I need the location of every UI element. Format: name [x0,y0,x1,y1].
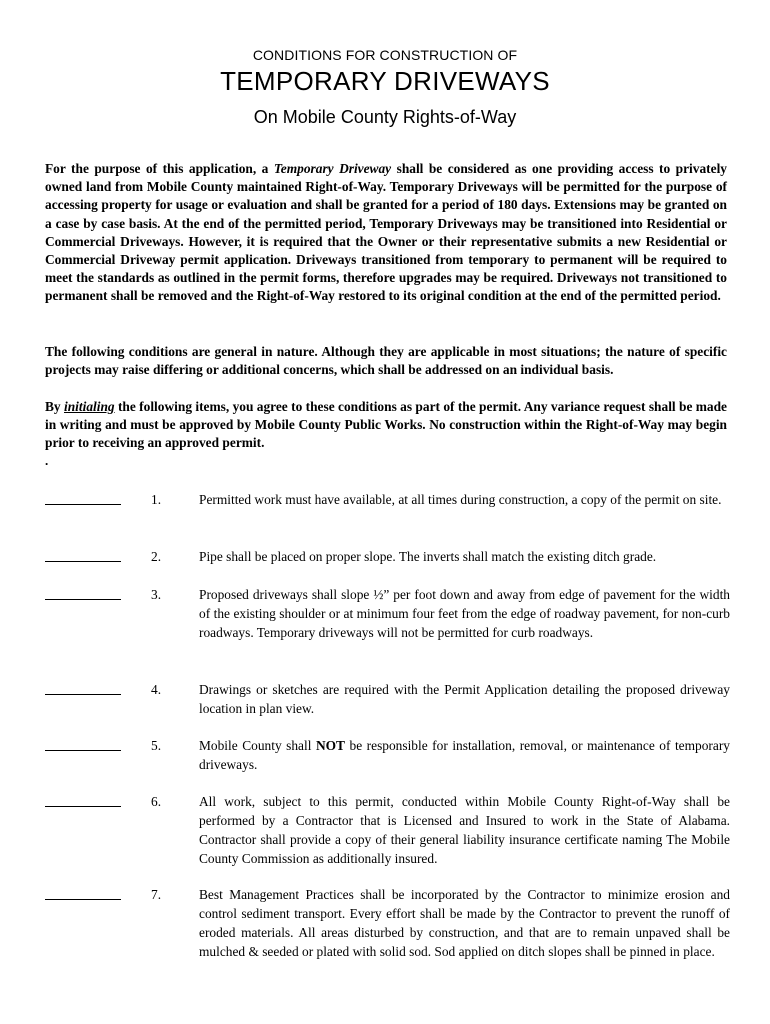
initials-blank-1[interactable] [45,490,121,505]
condition-text: Best Management Practices shall be incorporated by the Contractor to minimize erosion and control sediment transport. Every effort shall be made by the Contractor to prevent the runoff of eroded materials. All areas disturbed by construction, and that are to remain unpaved shall be mulched & seeded or plated with solid sod. Sod applied on ditch slopes shall be pinned in place. [199,887,730,959]
initials-blank-6[interactable] [45,792,121,807]
condition-text-emphasis: NOT [315,738,345,753]
intro-p3-initialing: initialing [64,399,115,414]
pre-title: CONDITIONS FOR CONSTRUCTION OF [252,47,518,63]
condition-number: 7. [151,887,162,902]
initials-blank-5[interactable] [45,736,121,751]
stray-dot: . [45,453,49,468]
condition-text-rest: be responsible for installation, removal, or maintenance of temporary driveways. [199,738,730,772]
page-title: TEMPORARY DRIVEWAYS [220,66,550,96]
intro-paragraph-general: The following conditions are general in nature. Although they are applicable in most situations; the nature of specific projects may raise differing or additional concerns, which shall be addressed on an individual basis. [45,344,727,378]
initials-blank-2[interactable] [45,547,121,562]
initials-blank-4[interactable] [45,680,121,695]
initials-blank-7[interactable] [45,885,121,900]
intro-paragraph-definition [45,160,727,306]
condition-number: 2. [151,549,162,564]
condition-text [199,736,730,774]
condition-text: Permitted work must have available, at all times during construction, a copy of the permit on site. [199,492,722,507]
intro-p1-body: shall be considered as one providing access to privately owned land from Mobile County maintained Right-of-Way. Temporary Driveways will be permitted for the purpose of accessing property for usage or evaluation and shall be granted for a period of 180 days. Extensions may be granted on a case by case basis. At the end of the permitted period, Temporary Driveways may be transitioned into Residential or Commercial Driveways. However, it is required that the Owner or their representative submits a new Residential or Commercial Driveway permit application. Driveways transitioned from temporary to permanent will be required to meet the standards as outlined in the permit forms, therefore upgrades may be required. Driveways not transitioned to permanent shall be removed and the Right-of-Way restored to its original condition at the end of the permitted period. [45,161,727,304]
condition-number: 4. [151,682,162,697]
intro-p3-body: the following items, you agree to these conditions as part of the permit. Any variance request shall be made in writing and must be approved by Mobile County Public Works. No construction within the Right-of-Way may begin prior to receiving an approved permit. [45,399,727,451]
condition-text: Drawings or sketches are required with the Permit Application detailing the proposed driveway location in plan view. [199,682,730,716]
condition-text: Pipe shall be placed on proper slope. The inverts shall match the existing ditch grade. [199,549,657,564]
condition-text-lead: Mobile County shall [199,738,316,753]
intro-p1-lead: For the purpose of this application, a [45,161,274,176]
condition-text: All work, subject to this permit, conducted within Mobile County Right-of-Way shall be performed by a Contractor that is Licensed and Insured to work in the State of Alabama. Contractor shall provide a copy of their general liability insurance certificate naming The Mobile County Commission as additionally insured. [199,794,730,866]
page-subtitle: On Mobile County Rights-of-Way [253,107,517,127]
condition-number: 1. [151,492,162,507]
intro-paragraph-agreement [45,398,727,453]
intro-p1-term: Temporary Driveway [273,161,392,176]
condition-number: 3. [151,587,162,602]
condition-number: 5. [151,738,162,753]
intro-p3-lead: By [45,399,64,414]
initials-blank-3[interactable] [45,585,121,600]
condition-number: 6. [151,794,162,809]
condition-text: Proposed driveways shall slope ½” per foot down and away from edge of pavement for the width of the existing shoulder or at minimum four feet from the edge of roadway pavement, for non-curb roadways. Temporary driveways will not be permitted for curb roadways. [199,587,730,640]
